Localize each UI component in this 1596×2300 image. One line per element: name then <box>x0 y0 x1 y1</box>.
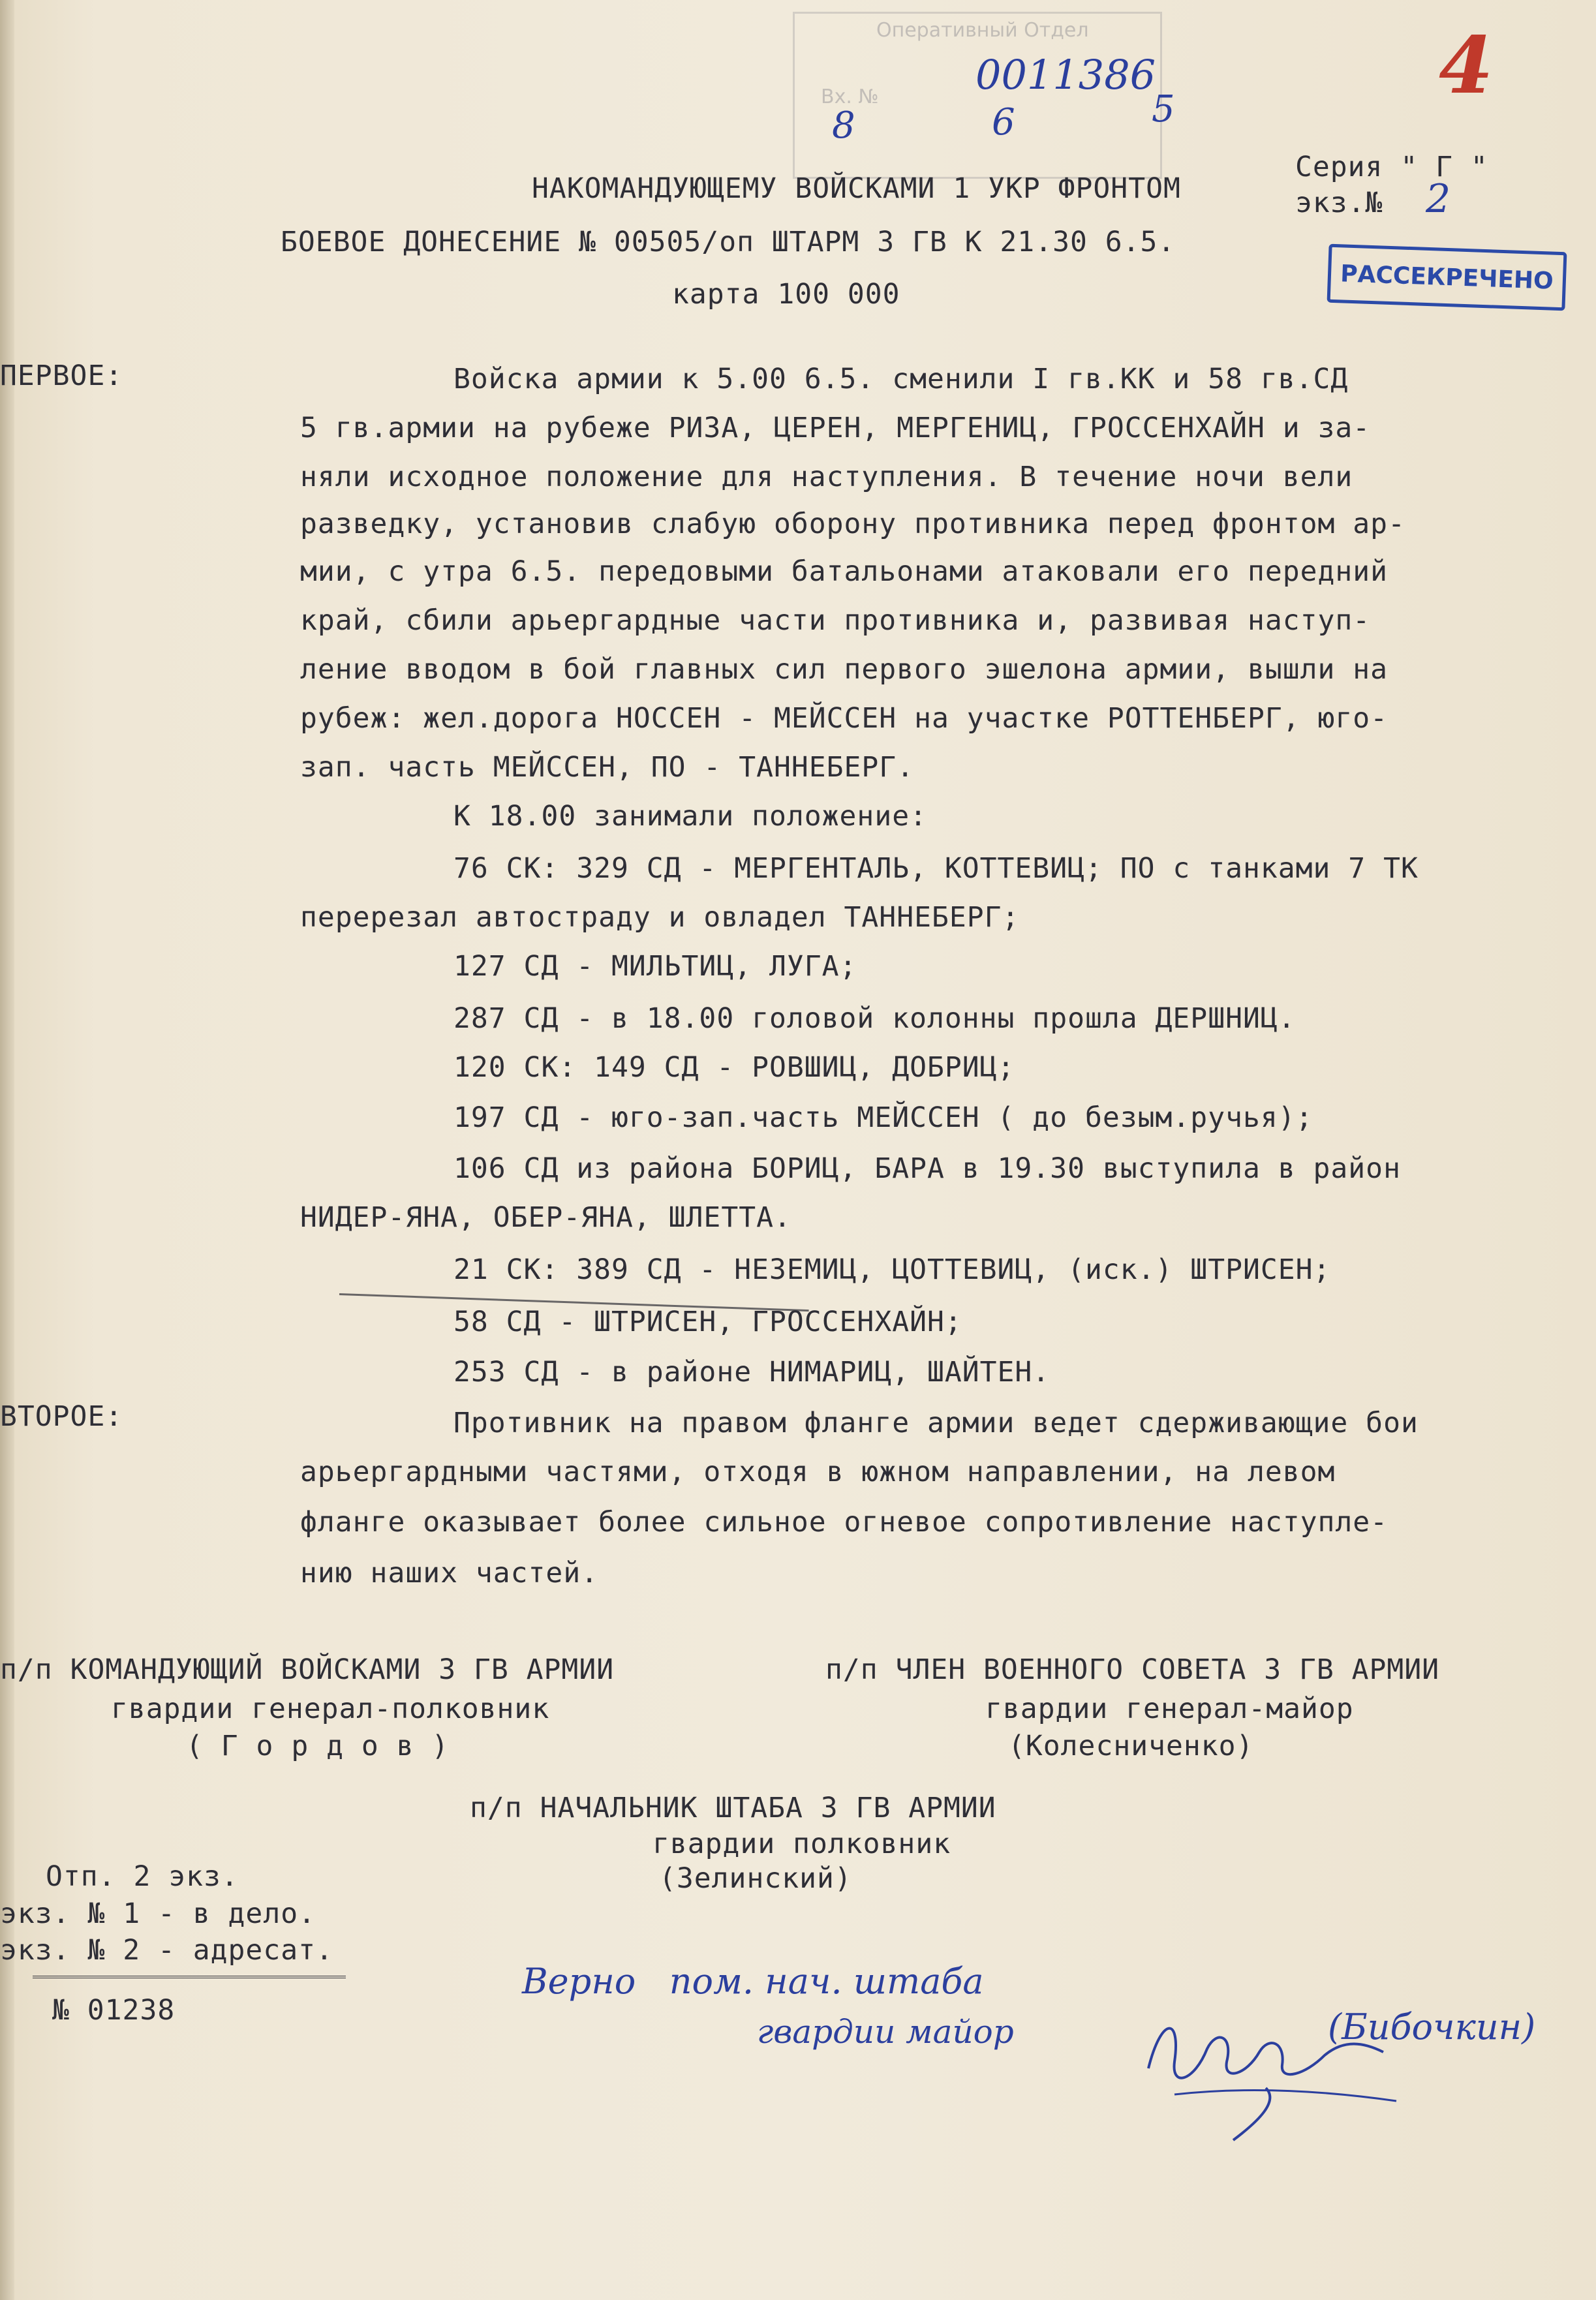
sig-center-title: п/п НАЧАЛЬНИК ШТАБА 3 ГВ АРМИИ <box>470 1792 996 1824</box>
sig-center-name: (Зелинский) <box>659 1862 852 1895</box>
body-line: 5 гв.армии на рубеже РИЗА, ЦЕРЕН, МЕРГЕНИЦ, ГРОССЕНХАЙН и за- <box>300 412 1371 444</box>
certification-name: (Бибочкин) <box>1328 2006 1536 2047</box>
body-line: нию наших частей. <box>300 1557 599 1589</box>
body-line: 58 СД - ШТРИСЕН, ГРОССЕНХАЙН; <box>453 1306 962 1338</box>
handwritten-reg-number: 0011386 <box>975 51 1156 99</box>
certification-line1: Верно пом. нач. штаба <box>522 1961 984 2002</box>
section-second-label: ВТОРОЕ: <box>0 1400 123 1433</box>
sig-right-title: п/п ЧЛЕН ВОЕННОГО СОВЕТА 3 ГВ АРМИИ <box>825 1653 1440 1686</box>
series-label: Серия " Г " <box>1295 151 1488 183</box>
body-line: 21 СК: 389 СД - НЕЗЕМИЦ, ЦОТТЕВИЦ, (иск.) ШТРИСЕН; <box>453 1253 1331 1286</box>
body-line: НИДЕР-ЯНА, ОБЕР-ЯНА, ШЛЕТТА. <box>300 1201 791 1234</box>
body-line: Войска армии к 5.00 6.5. сменили I гв.КК и 58 гв.СД <box>453 363 1349 395</box>
body-line: 76 СК: 329 СД - МЕРГЕНТАЛЬ, КОТТЕВИЦ; ПО с танками 7 ТК <box>453 852 1419 885</box>
body-line: 287 СД - в 18.00 головой колонны прошла ДЕРШНИЦ. <box>453 1002 1296 1035</box>
handwritten-year-digit: 5 <box>1152 88 1175 130</box>
copy-number-handwritten: 2 <box>1426 176 1451 222</box>
body-line: 253 СД - в районе НИМАРИЦ, ШАЙТЕН. <box>453 1356 1051 1388</box>
distribution-printed: Отп. 2 экз. <box>46 1860 239 1893</box>
certification-line2: гвардии майор <box>757 2013 1014 2051</box>
registry-stamp-in: Вх. № <box>821 85 879 108</box>
handwritten-signature <box>1135 1990 1409 2153</box>
body-line: 197 СД - юго-зап.часть МЕЙССЕН ( до безым.ручья); <box>453 1101 1313 1134</box>
handwritten-sheet-number: 4 <box>1439 20 1494 112</box>
body-line: 106 СД из района БОРИЦ, БАРА в 19.30 выступила в район <box>453 1152 1401 1185</box>
section-first-label: ПЕРВОЕ: <box>0 360 123 392</box>
report-title: БОЕВОЕ ДОНЕСЕНИЕ № 00505/оп ШТАРМ 3 ГВ К 21.30 6.5. <box>281 226 1176 258</box>
sig-left-title: п/п КОМАНДУЮЩИЙ ВОЙСКАМИ 3 ГВ АРМИИ <box>0 1653 615 1686</box>
body-line: Противник на правом фланге армии ведет сдерживающие бои <box>453 1407 1419 1439</box>
distribution-number: № 01238 <box>52 1994 176 2027</box>
addressee: НАКОМАНДУЮЩЕМУ ВОЙСКАМИ 1 УКР ФРОНТОМ <box>532 172 1181 205</box>
registry-stamp-title: Оперативный Отдел <box>876 19 1089 42</box>
body-line: зап. часть МЕЙССЕН, ПО - ТАННЕБЕРГ. <box>300 751 915 784</box>
sig-left-name: ( Г о р д о в ) <box>186 1730 450 1762</box>
body-line: арьергардными частями, отходя в южном направлении, на левом <box>300 1456 1336 1488</box>
map-scale: карта 100 000 <box>672 278 900 311</box>
sig-right-name: (Колесниченко) <box>1008 1730 1254 1762</box>
body-line: ление вводом в бой главных сил первого эшелона армии, вышли на <box>300 653 1389 686</box>
body-line: мии, с утра 6.5. передовыми батальонами атаковали его передний <box>300 555 1389 588</box>
body-line: перерезал автостраду и овладел ТАННЕБЕРГ; <box>300 901 1020 934</box>
distribution-separator <box>33 1976 346 1978</box>
body-line: няли исходное положение для наступления. В течение ночи вели <box>300 461 1353 493</box>
handwritten-day: 8 <box>832 104 855 147</box>
body-line: 120 СК: 149 СД - РОВШИЦ, ДОБРИЦ; <box>453 1051 1015 1084</box>
body-line: рубеж: жел.дорога НОССЕН - МЕЙССЕН на участке РОТТЕНБЕРГ, юго- <box>300 702 1389 735</box>
body-line: разведку, установив слабую оборону противника перед фронтом ар- <box>300 508 1405 540</box>
copy-label: экз.№ <box>1295 187 1383 219</box>
sig-left-rank: гвардии генерал-полковник <box>111 1693 550 1725</box>
body-line: фланге оказывает более сильное огневое сопротивление наступле- <box>300 1506 1389 1539</box>
sig-center-rank: гвардии полковник <box>652 1828 951 1860</box>
body-line: край, сбили арьергардные части противника и, развивая наступ- <box>300 604 1371 637</box>
distribution-copy1: экз. № 1 - в дело. <box>0 1897 316 1930</box>
distribution-copy2: экз. № 2 - адресат. <box>0 1934 333 1967</box>
body-line: 127 СД - МИЛЬТИЦ, ЛУГА; <box>453 950 857 983</box>
body-line: К 18.00 занимали положение: <box>453 800 927 833</box>
handwritten-month: 6 <box>992 101 1015 144</box>
declassified-stamp: РАССЕКРЕЧЕНО <box>1327 244 1567 311</box>
sig-right-rank: гвардии генерал-майор <box>985 1693 1354 1725</box>
